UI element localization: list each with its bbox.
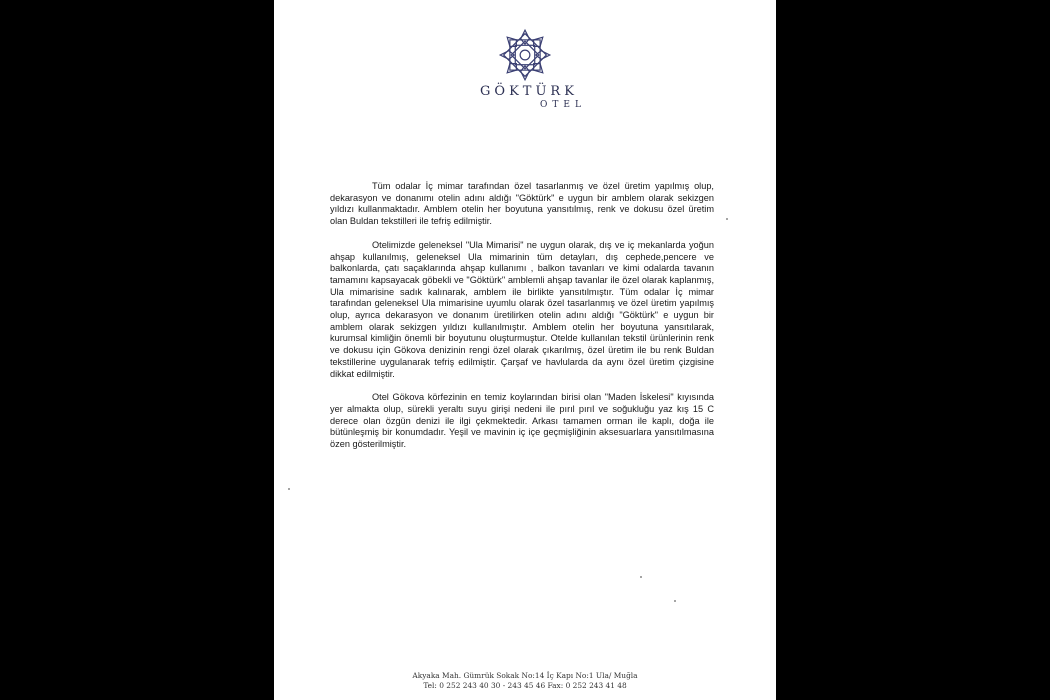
scan-speck — [726, 218, 728, 220]
scan-speck — [288, 488, 290, 490]
footer-contact: Tel: 0 252 243 40 30 - 243 45 46 Fax: 0 252 243 41 48 — [423, 681, 627, 690]
paragraph-rooms: Tüm odalar İç mimar tarafından özel tasarlanmış ve özel üretim yapılmış olup, dekarasyon ve donanımı otelin adını aldığı "Göktürk" e uygun bir amblem olarak sekizgen yıldızı kullanmaktadır. Amblem otelin her boyutuna yansıtılmış, renk ve dokusu özel üretim olan Buldan tekstilleri ile tefriş edilmiştir. — [330, 181, 714, 227]
brand-subtitle: OTEL — [540, 100, 586, 110]
scan-speck — [674, 600, 676, 602]
letter-body — [330, 181, 714, 463]
scan-speck — [640, 576, 642, 578]
eight-pointed-star-emblem-icon — [498, 28, 552, 82]
footer-address: Akyaka Mah. Gümrük Sokak No:14 İç Kapı No:1 Ula/ Muğla — [412, 671, 638, 680]
brand-name: GÖKTÜRK — [480, 84, 578, 99]
paragraph-architecture: Otelimizde geleneksel "Ula Mimarisi" ne uygun olarak, dış ve iç mekanlarda yoğun ahşap kullanılmış, geleneksel Ula mimarinin tüm detayları, dış cephede,pencere ve balkonlarda, çatı saçaklarında ahşap kullanımı , balkon tavanları ve kimi odalarda tavanın tamamını kapsayacak göbekli ve "Göktürk" amblemli ahşap tavanlar ile özel olarak kaplanmış, Ula mimarisine sadık kalınarak, amblem ile birlikte yansıtılmıştır. Tüm odalar İç mimar tarafından geleneksel Ula mimarisine uyumlu olarak özel tasarlanmış ve özel üretim yapılmış olup, ayrıca dekarasyon ve donanım üretilirken otelin adını aldığı "Göktürk" e uygun bir amblem olarak sekizgen yıldızı kullanılmıştır. Amblem otelin her boyutuna yansıtılarak, kurumsal kimliğin önemli bir boyutunu oluşturmuştur. Otelde kullanılan tekstil ürünlerinin renk ve dokusu için Gökova denizinin rengi özel olarak çıkarılmış, özel üretim ile bu renk Buldan tekstillerine uygulanarak tefriş edilmiştir. Çarşaf ve havlularda da aynı özel üretim çizgisine dikkat edilmiştir. — [330, 239, 714, 379]
paragraph-location: Otel Gökova körfezinin en temiz koylarından birisi olan "Maden İskelesi" kıyısında yer almakta olup, sürekli yeraltı suyu girişi nedeni ile pırıl pırıl ve soğukluğu yaz kış 15 C derece olan özgün denizi ile ilgi çekmektedir. Arkası tamamen orman ile kaplı, doğa ile bütünleşmiş bir konumdadır. Yeşil ve mavinin iç içe geçmişliğinin aksesuarlara yansıtılmasına özen gösterilmiştir. — [330, 392, 714, 450]
letter-page — [274, 0, 776, 700]
letter-footer — [274, 671, 776, 691]
